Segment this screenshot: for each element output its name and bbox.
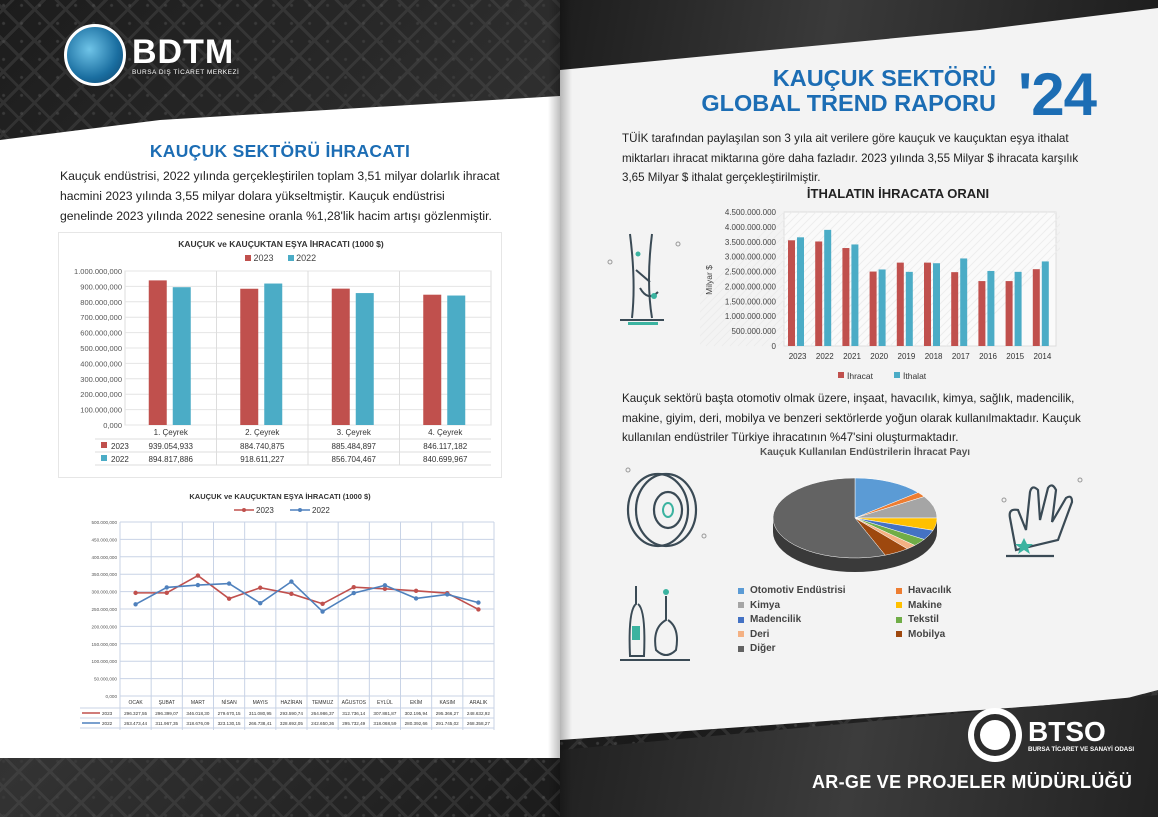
month-label: OCAK bbox=[128, 700, 143, 706]
ratio-chart-svg bbox=[700, 204, 1060, 386]
globe-icon bbox=[64, 24, 126, 86]
table-value: 291.745,02 bbox=[435, 721, 459, 726]
data-point-2022 bbox=[289, 579, 293, 583]
bar-2022 bbox=[264, 284, 282, 425]
month-label: ŞUBAT bbox=[158, 700, 175, 706]
table-value: 296.399,07 bbox=[155, 711, 179, 716]
data-point-2022 bbox=[476, 600, 480, 604]
y-tick-label: 500.000,000 bbox=[80, 344, 122, 353]
table-value: 885.484,897 bbox=[331, 442, 376, 451]
year-label: 2020 bbox=[870, 352, 889, 361]
y-tick-label: 250.000,000 bbox=[91, 607, 117, 612]
btso-logo bbox=[968, 708, 1134, 762]
monthly-chart-title: KAUÇUK ve KAUÇUKTAN EŞYA İHRACATI (1000 $) bbox=[189, 492, 371, 501]
data-point-2023 bbox=[227, 596, 231, 600]
legend-label: Madencilik bbox=[750, 614, 802, 626]
data-point-2023 bbox=[133, 591, 137, 595]
bar-İthalat bbox=[987, 271, 994, 346]
bar-2023 bbox=[240, 289, 258, 425]
table-value: 884.740,875 bbox=[240, 442, 285, 451]
bar-İhracat bbox=[815, 241, 822, 346]
bar-İthalat bbox=[906, 272, 913, 346]
bar-2022 bbox=[356, 293, 374, 425]
bar-2023 bbox=[332, 289, 350, 425]
table-series-name: 2022 bbox=[111, 455, 129, 464]
legend-label: Otomotiv Endüstrisi bbox=[750, 585, 846, 597]
y-tick-label: 500.000.000 bbox=[731, 327, 776, 337]
table-value: 312.736,14 bbox=[342, 711, 366, 716]
bar-İhracat bbox=[1033, 269, 1040, 346]
pie-legend-item bbox=[738, 628, 896, 642]
y-tick-label: 1.000.000.000 bbox=[724, 312, 776, 322]
quarterly-chart-title: KAUÇUK ve KAUÇUKTAN EŞYA İHRACATI (1000 $) bbox=[178, 239, 384, 249]
year-label: 2022 bbox=[815, 352, 834, 361]
y-tick-label: 0,000 bbox=[105, 694, 117, 699]
data-point-2022 bbox=[383, 583, 387, 587]
y-tick-label: 200.000,000 bbox=[80, 390, 122, 400]
y-tick-label: 0 bbox=[771, 342, 776, 351]
table-value: 328.692,05 bbox=[279, 721, 303, 726]
pie-legend-item bbox=[738, 642, 896, 656]
y-tick-label: 300.000,000 bbox=[80, 374, 122, 384]
bar-İthalat bbox=[879, 269, 886, 346]
report-year: '24 bbox=[1017, 61, 1096, 128]
category-label: 2. Çeyrek bbox=[245, 428, 280, 437]
y-tick-label: 500.000,000 bbox=[91, 520, 117, 525]
bar-İhracat bbox=[897, 263, 904, 346]
y-tick-label: 1.500.000.000 bbox=[724, 297, 776, 307]
category-label: 3. Çeyrek bbox=[336, 428, 371, 437]
table-value: 266.738,41 bbox=[248, 721, 272, 726]
legend-label: 2022 bbox=[312, 506, 330, 515]
bar-İhracat bbox=[842, 248, 849, 346]
left-section-title: KAUÇUK SEKTÖRÜ İHRACATI bbox=[149, 141, 411, 161]
bar-İthalat bbox=[1042, 261, 1049, 346]
legend-label: Tekstil bbox=[908, 614, 939, 626]
bar-2023 bbox=[423, 295, 441, 425]
table-value: 280.392,66 bbox=[404, 721, 428, 726]
table-value: 293.590,74 bbox=[279, 711, 303, 716]
data-point-2022 bbox=[165, 585, 169, 589]
category-label: 4. Çeyrek bbox=[428, 428, 463, 437]
legend-swatch bbox=[896, 588, 902, 594]
data-point-2023 bbox=[476, 607, 480, 611]
legend-swatch bbox=[738, 646, 744, 652]
data-point-2022 bbox=[133, 602, 137, 606]
legend-swatch bbox=[738, 631, 744, 637]
bar-İthalat bbox=[933, 263, 940, 346]
bar-İthalat bbox=[1015, 272, 1022, 346]
month-label: EYLÜL bbox=[376, 700, 393, 706]
legend-label: 2023 bbox=[256, 506, 274, 515]
table-value: 840.699,967 bbox=[423, 455, 468, 464]
bar-İhracat bbox=[951, 272, 958, 346]
legend-label: Havacılık bbox=[908, 585, 952, 597]
rubber-tree-icon bbox=[600, 222, 690, 332]
bdtm-name: BDTM bbox=[132, 32, 235, 71]
table-series-name: 2023 bbox=[111, 442, 129, 451]
legend-swatch bbox=[738, 617, 744, 623]
data-point-2022 bbox=[414, 596, 418, 600]
legend-swatch bbox=[894, 372, 900, 378]
y-tick-label: 200.000,000 bbox=[91, 624, 117, 630]
pie-legend-item bbox=[896, 584, 978, 598]
btso-name: BTSO bbox=[1028, 715, 1106, 747]
pie-chart-svg bbox=[760, 468, 950, 580]
legend-label: İhracat bbox=[847, 371, 873, 381]
y-tick-label: 150.000,000 bbox=[91, 641, 117, 647]
y-tick-label: 4.000.000.000 bbox=[724, 222, 776, 232]
pie-legend-item bbox=[896, 628, 978, 642]
legend-marker bbox=[298, 508, 302, 512]
month-label: EKİM bbox=[409, 700, 423, 706]
y-tick-label: 350.000,000 bbox=[91, 572, 117, 578]
data-point-2023 bbox=[320, 602, 324, 606]
data-point-2023 bbox=[352, 585, 356, 589]
pie-legend-item bbox=[738, 584, 896, 598]
y-tick-label: 400.000,000 bbox=[80, 359, 122, 369]
table-value: 318.676,09 bbox=[186, 721, 210, 726]
table-value: 242.650,36 bbox=[311, 721, 335, 726]
report-title-line2: GLOBAL TREND RAPORU bbox=[701, 90, 996, 116]
bar-2022 bbox=[447, 296, 465, 425]
y-tick-label: 600.000,000 bbox=[80, 328, 122, 338]
bar-İthalat bbox=[851, 244, 858, 346]
bdtm-logo bbox=[64, 24, 239, 86]
legend-label: İthalat bbox=[903, 371, 927, 381]
table-value: 268.358,27 bbox=[466, 721, 490, 726]
data-point-2022 bbox=[320, 609, 324, 613]
table-value: 918.611,227 bbox=[240, 455, 285, 464]
legend-swatch bbox=[896, 631, 902, 637]
y-tick-label: 100.000,000 bbox=[91, 659, 117, 665]
y-tick-label: 3.500.000.000 bbox=[724, 237, 776, 247]
y-tick-label: 3.000.000.000 bbox=[724, 252, 776, 262]
table-value: 302.195,94 bbox=[404, 711, 428, 716]
y-tick-label: 0,000 bbox=[103, 421, 122, 430]
legend-swatch bbox=[896, 617, 902, 623]
legend-swatch bbox=[838, 372, 844, 378]
legend-swatch bbox=[738, 588, 744, 594]
bar-İhracat bbox=[978, 281, 985, 346]
legend-label: Deri bbox=[750, 628, 770, 640]
report-title bbox=[701, 66, 996, 116]
right-paragraph-1: TÜİK tarafından paylaşılan son 3 yıla ait verilere göre kauçuk ve kauçuktan eşya ithalat miktarları ihracat miktarına göre daha fazladır. 2023 yılında 3,55 Milyar $ ihracata karşılık 3,65 Milyar $ ithalat gerçekleştirilmiştir. bbox=[622, 132, 1079, 184]
month-label: KASIM bbox=[439, 700, 456, 706]
month-label: TEMMUZ bbox=[311, 700, 334, 706]
btso-subtitle: BURSA TİCARET VE SANAYİ ODASI bbox=[1028, 745, 1135, 753]
y-tick-label: 300.000,000 bbox=[91, 589, 117, 595]
data-point-2023 bbox=[414, 589, 418, 593]
category-label: 1. Çeyrek bbox=[153, 428, 188, 437]
legend-swatch bbox=[738, 602, 744, 608]
month-label: MART bbox=[190, 700, 205, 706]
pie-legend bbox=[738, 584, 978, 656]
bar-İthalat bbox=[960, 258, 967, 346]
month-label: HAZİRAN bbox=[280, 700, 303, 706]
pie-chart-title: Kauçuk Kullanılan Endüstrilerin İhracat Payı bbox=[759, 447, 971, 458]
data-point-2022 bbox=[352, 591, 356, 595]
data-point-2023 bbox=[196, 573, 200, 577]
year-label: 2016 bbox=[979, 352, 997, 361]
y-axis-label: Milyar $ bbox=[704, 265, 714, 295]
y-tick-label: 450.000,000 bbox=[91, 537, 117, 543]
table-value: 248.632,92 bbox=[466, 711, 490, 716]
table-value: 295.366,27 bbox=[435, 711, 459, 716]
month-label: ARALIK bbox=[469, 700, 488, 706]
bar-2023 bbox=[149, 280, 167, 425]
monthly-chart-svg bbox=[58, 490, 502, 730]
y-tick-label: 900.000,000 bbox=[80, 282, 122, 292]
table-value: 346.018,30 bbox=[186, 711, 210, 716]
table-swatch bbox=[101, 442, 107, 448]
report-title-line1: KAUÇUK SEKTÖRÜ bbox=[772, 65, 996, 91]
year-label: 2014 bbox=[1033, 352, 1052, 361]
page-crease bbox=[548, 0, 572, 817]
legend-swatch bbox=[896, 602, 902, 608]
glove-icon bbox=[996, 470, 1088, 566]
y-tick-label: 700.000,000 bbox=[80, 313, 122, 323]
y-tick-label: 50.000,000 bbox=[94, 676, 117, 682]
table-series-name: 2022 bbox=[102, 721, 113, 726]
table-value: 295.732,49 bbox=[342, 721, 366, 726]
bar-İthalat bbox=[824, 230, 831, 346]
monthly-chart bbox=[58, 490, 502, 730]
legend-2023: 2023 bbox=[245, 253, 274, 263]
legend-label: Makine bbox=[908, 599, 942, 611]
pie-legend-item bbox=[896, 599, 978, 613]
month-label: NİSAN bbox=[221, 700, 237, 706]
bar-İhracat bbox=[1006, 281, 1013, 346]
y-tick-label: 400.000,000 bbox=[91, 554, 117, 560]
y-tick-label: 1.000.000,000 bbox=[74, 267, 122, 276]
data-point-2023 bbox=[165, 591, 169, 595]
y-tick-label: 100.000,000 bbox=[80, 405, 122, 415]
data-point-2023 bbox=[289, 592, 293, 596]
table-value: 279.670,15 bbox=[217, 711, 241, 716]
table-value: 264.986,37 bbox=[311, 711, 335, 716]
pie-legend-item bbox=[738, 599, 896, 613]
y-tick-label: 800.000,000 bbox=[80, 297, 122, 307]
table-value: 846.117,182 bbox=[423, 442, 468, 451]
bdtm-subtitle: BURSA DIŞ TİCARET MERKEZİ bbox=[132, 68, 240, 76]
table-value: 311.080,95 bbox=[248, 711, 272, 716]
gear-icon bbox=[968, 708, 1022, 762]
table-value: 894.817,886 bbox=[148, 455, 193, 464]
bar-İhracat bbox=[788, 240, 795, 346]
y-tick-label: 2.000.000.000 bbox=[724, 282, 776, 292]
data-point-2022 bbox=[227, 581, 231, 585]
quarterly-chart bbox=[58, 232, 502, 478]
quarterly-chart-svg bbox=[59, 233, 503, 479]
right-paragraph-2: Kauçuk sektörü başta otomotiv olmak üzere, inşaat, havacılık, kimya, sağlık, madencilik, makine, giyim, deri, mobilya ve benzeri sektörlerde yoğun olarak kullanılmaktadır. Kauçuk kullanılan endüstriler Türkiye ihracatının %47'sini oluşturmaktadır. bbox=[622, 392, 1081, 444]
table-value: 263.473,44 bbox=[124, 721, 148, 726]
table-value: 323.130,15 bbox=[217, 721, 241, 726]
table-value: 311.967,35 bbox=[155, 721, 179, 726]
pie-legend-item bbox=[896, 613, 978, 627]
data-point-2023 bbox=[258, 586, 262, 590]
table-value: 856.704,467 bbox=[331, 455, 376, 464]
year-label: 2021 bbox=[843, 352, 861, 361]
year-label: 2023 bbox=[788, 352, 807, 361]
table-value: 307.881,87 bbox=[373, 711, 397, 716]
tire-icon bbox=[612, 456, 712, 556]
bar-İhracat bbox=[924, 263, 931, 346]
legend-marker bbox=[242, 508, 246, 512]
pie-legend-item bbox=[738, 613, 896, 627]
legend-2022: 2022 bbox=[288, 253, 317, 263]
bar-2022 bbox=[173, 287, 191, 425]
month-label: MAYIS bbox=[252, 700, 268, 706]
y-tick-label: 4.500.000.000 bbox=[724, 208, 776, 217]
ratio-chart-title: İTHALATIN İHRACATA ORANI bbox=[806, 186, 990, 201]
month-label: AĞUSTOS bbox=[341, 700, 366, 706]
bar-İthalat bbox=[797, 237, 804, 346]
table-series-name: 2023 bbox=[102, 711, 113, 716]
data-point-2022 bbox=[196, 583, 200, 587]
legend-label: Diğer bbox=[750, 643, 776, 655]
medical-bottle-icon bbox=[616, 580, 696, 664]
year-label: 2017 bbox=[951, 352, 970, 361]
legend-label: Mobilya bbox=[908, 628, 946, 640]
bar-İhracat bbox=[870, 272, 877, 346]
table-value: 318.068,59 bbox=[373, 721, 397, 726]
year-label: 2018 bbox=[924, 352, 943, 361]
table-value: 939.054,933 bbox=[148, 442, 193, 451]
data-point-2022 bbox=[258, 601, 262, 605]
department-label: AR-GE VE PROJELER MÜDÜRLÜĞÜ bbox=[812, 772, 1133, 792]
table-swatch bbox=[101, 455, 107, 461]
table-value: 296.327,55 bbox=[124, 711, 148, 716]
year-label: 2019 bbox=[897, 352, 916, 361]
year-label: 2015 bbox=[1006, 352, 1025, 361]
legend-label: Kimya bbox=[750, 599, 781, 611]
y-tick-label: 2.500.000.000 bbox=[724, 267, 776, 277]
data-point-2022 bbox=[445, 592, 449, 596]
left-paragraph: Kauçuk endüstrisi, 2022 yılında gerçekleştirilen toplam 3,51 milyar dolarlık ihracat hacmini 2023 yılında 3,55 milyar dolara yükseltmiştir. Kauçuk endüstrisi genelinde 2023 yılında 2022 senesine oranla %1,28'lik hacim artışı gözlenmiştir. bbox=[60, 169, 500, 223]
